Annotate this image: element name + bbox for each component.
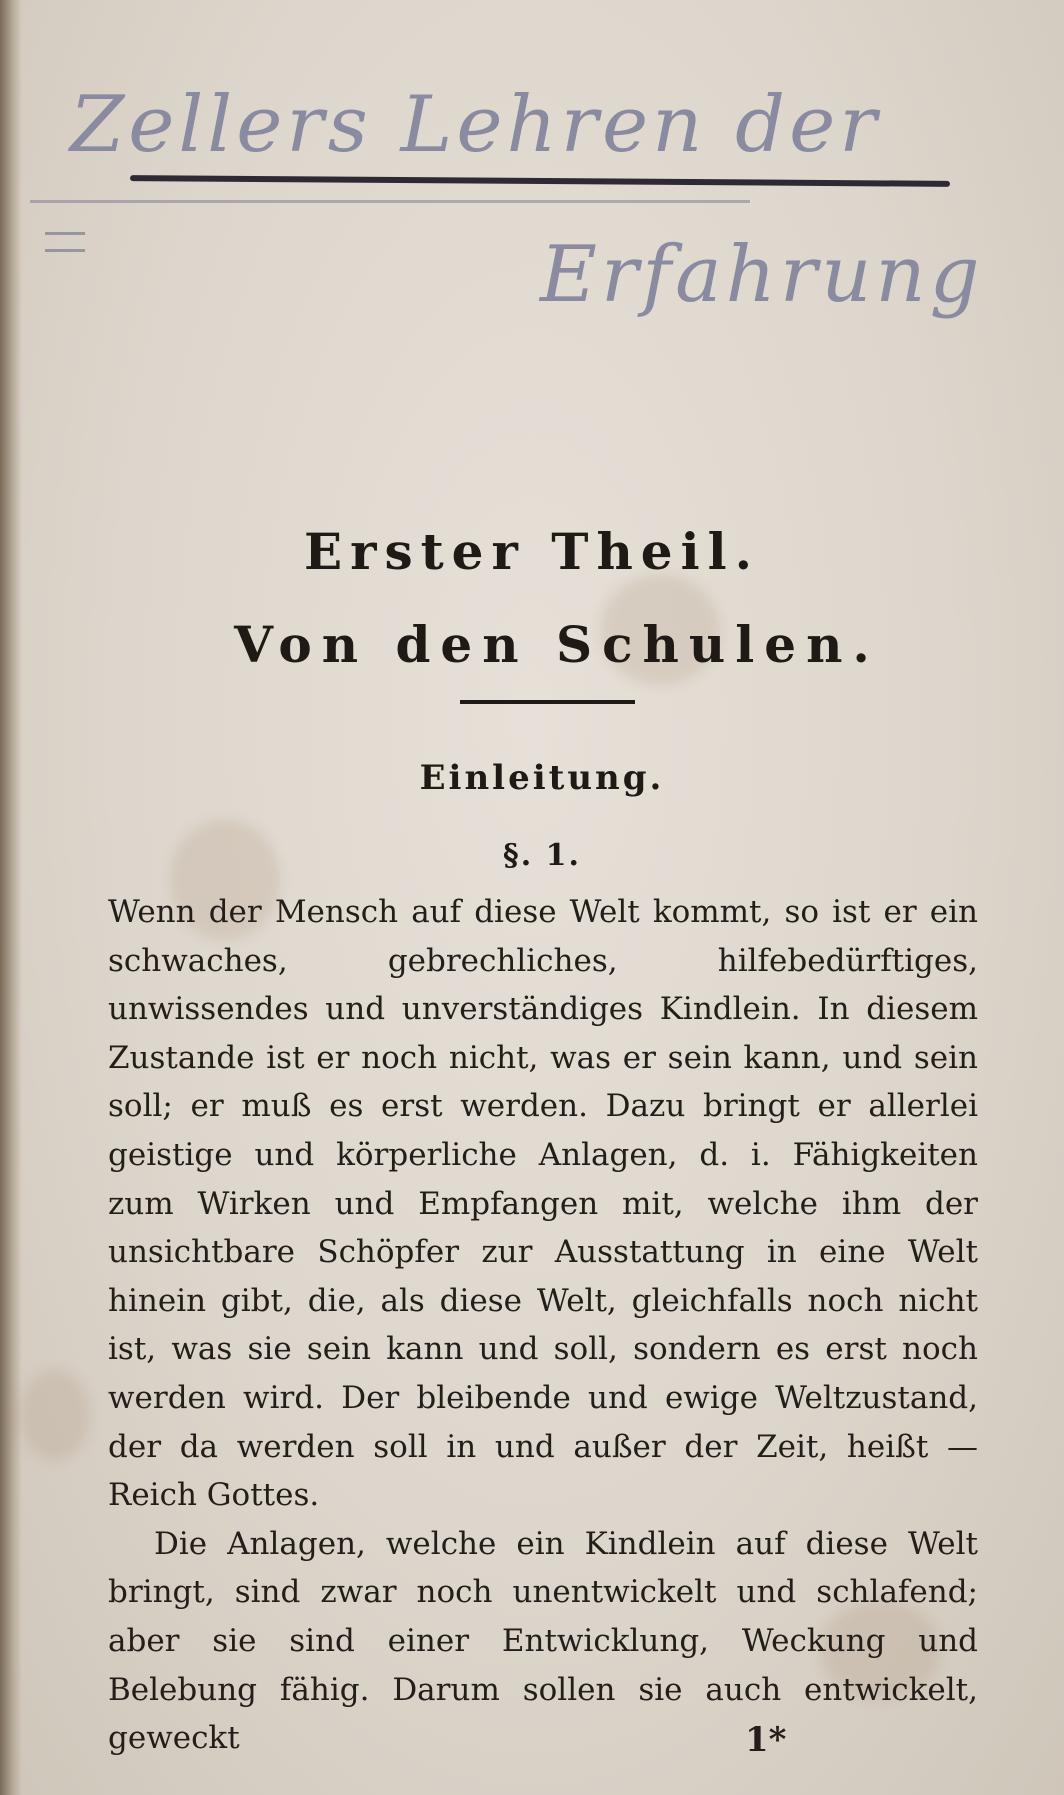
- stain: [20, 1370, 90, 1460]
- chapter-title: Von den Schulen.: [234, 615, 880, 674]
- signature-mark: 1*: [745, 1720, 787, 1760]
- pencil-underline: [30, 200, 750, 203]
- paragraph-1: Wenn der Mensch auf diese Welt kommt, so ist er ein schwaches, gebrechliches, hilfebedürftiges, unwissendes und unverständiges Kindlein. In diesem Zustande ist er noch nicht, was er sein kann, und sein soll; er muß es erst werden. Dazu bringt er allerlei geistige und körperliche Anlagen, d. i. Fähigkeiten zum Wirken und Empfangen mit, welche ihm der unsichtbare Schöpfer zur Ausstattung in eine Welt hinein gibt, die, als diese Welt, gleichfalls noch nicht ist, was sie sein kann und soll, sondern es erst noch werden wird. Der bleibende und ewige Weltzustand, der da werden soll in und außer der Zeit, heißt — Reich Gottes.: [108, 894, 978, 1514]
- pencil-double-mark: [45, 232, 85, 252]
- title-divider: [460, 700, 635, 704]
- part-heading: Erster Theil.: [303, 522, 761, 581]
- body-text: [108, 888, 978, 1763]
- handwritten-title-line-2: Erfahrung: [540, 230, 984, 320]
- handwritten-title-line-1: Zellers Lehren der: [70, 80, 881, 170]
- section-heading: Einleitung.: [419, 758, 665, 798]
- ink-underline: [130, 175, 950, 187]
- page-binding-edge: [0, 0, 22, 1795]
- paragraph-2: Die Anlagen, welche ein Kindlein auf diese Welt bringt, sind zwar noch unentwickelt und schlafend; aber sie sind einer Entwicklung, Weckung und Belebung fähig. Darum sollen sie auch entwickelt, geweckt: [108, 1525, 978, 1757]
- paragraph-number: §. 1.: [503, 838, 581, 873]
